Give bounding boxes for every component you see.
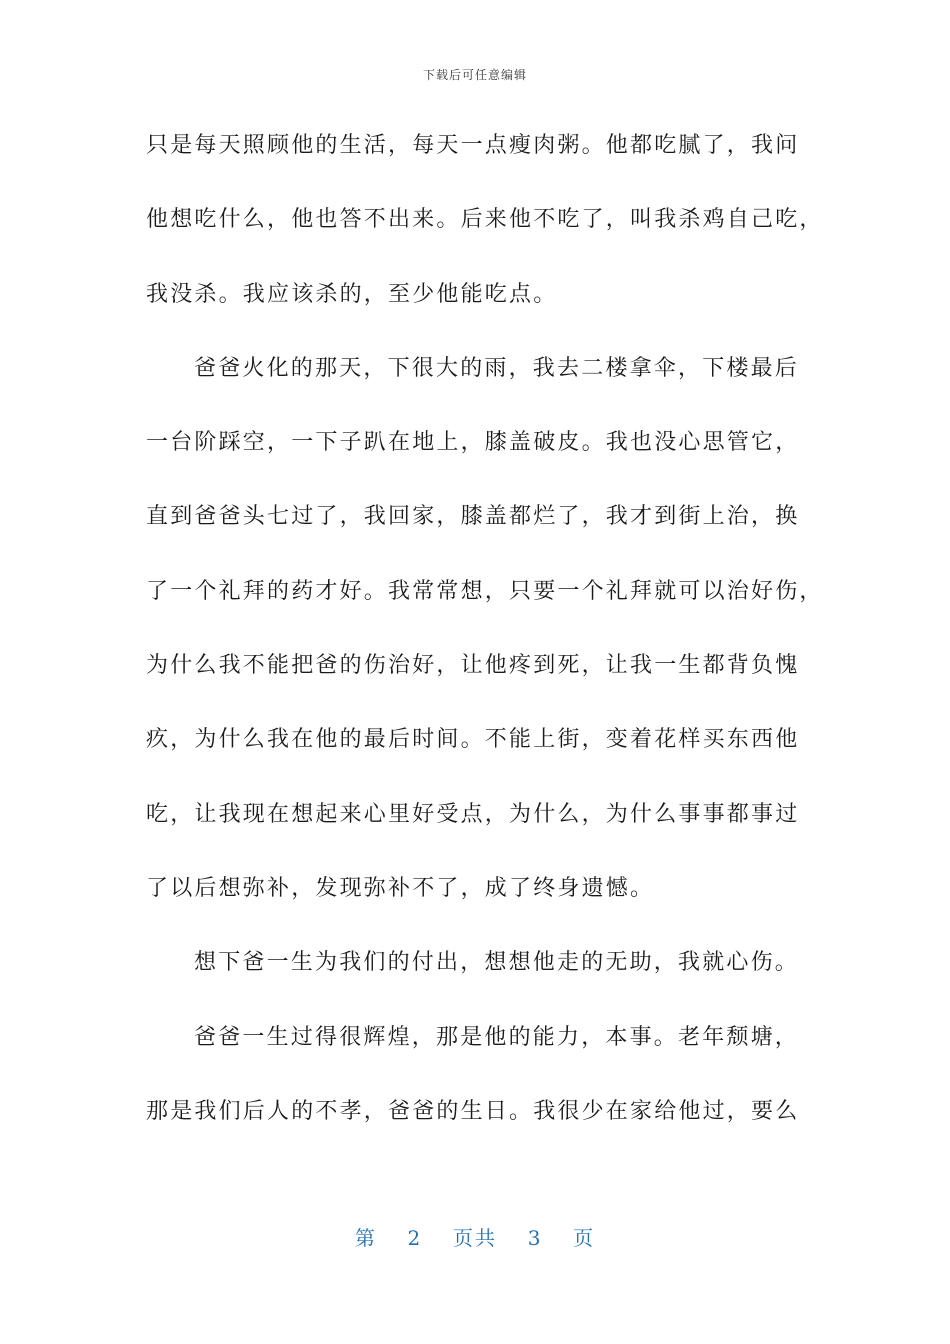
text-line: 我没杀。我应该杀的，至少他能吃点。 [146,281,558,307]
header-note: 下载后可任意编辑 [422,68,527,82]
text-line: 那是我们后人的不孝，爸爸的生日。我很少在家给他过，要么 [146,1098,800,1124]
text-line: 想下爸一生为我们的付出，想想他走的无助，我就心伤。 [194,950,800,976]
footer-current-page: 2 [407,1226,423,1250]
footer-suffix: 页 [573,1226,596,1250]
text-line: 直到爸爸头七过了，我回家，膝盖都烂了，我才到街上治，换 [146,504,800,530]
page-number-footer [0,1222,950,1251]
text-line: 只是每天照顾他的生活，每天一点瘦肉粥。他都吃腻了，我问 [146,133,800,158]
document-body [146,122,824,1162]
text-line: 爸爸一生过得很辉煌，那是他的能力，本事。老年颓塘， [194,1024,800,1050]
text-line: 了以后想弥补，发现弥补不了，成了终身遗憾。 [146,875,655,901]
footer-prefix: 第 [354,1226,377,1250]
text-line: 疚，为什么我在他的最后时间。不能上街，变着花样买东西他 [146,727,800,753]
text-line: 爸爸火化的那天，下很大的雨，我去二楼拿伞，下楼最后 [194,355,800,381]
footer-total-pages: 3 [527,1226,543,1250]
text-line: 吃，让我现在想起来心里好受点，为什么，为什么事事都事过 [146,801,800,827]
text-line: 为什么我不能把爸的伤治好，让他疼到死，让我一生都背负愧 [146,653,800,679]
text-line: 了一个礼拜的药才好。我常常想，只要一个礼拜就可以治好伤， [146,578,824,604]
footer-middle: 页共 [453,1226,497,1250]
text-line: 一台阶踩空，一下子趴在地上，膝盖破皮。我也没心思管它， [146,430,800,456]
text-line: 他想吃什么，他也答不出来。后来他不吃了，叫我杀鸡自己吃， [146,207,824,233]
